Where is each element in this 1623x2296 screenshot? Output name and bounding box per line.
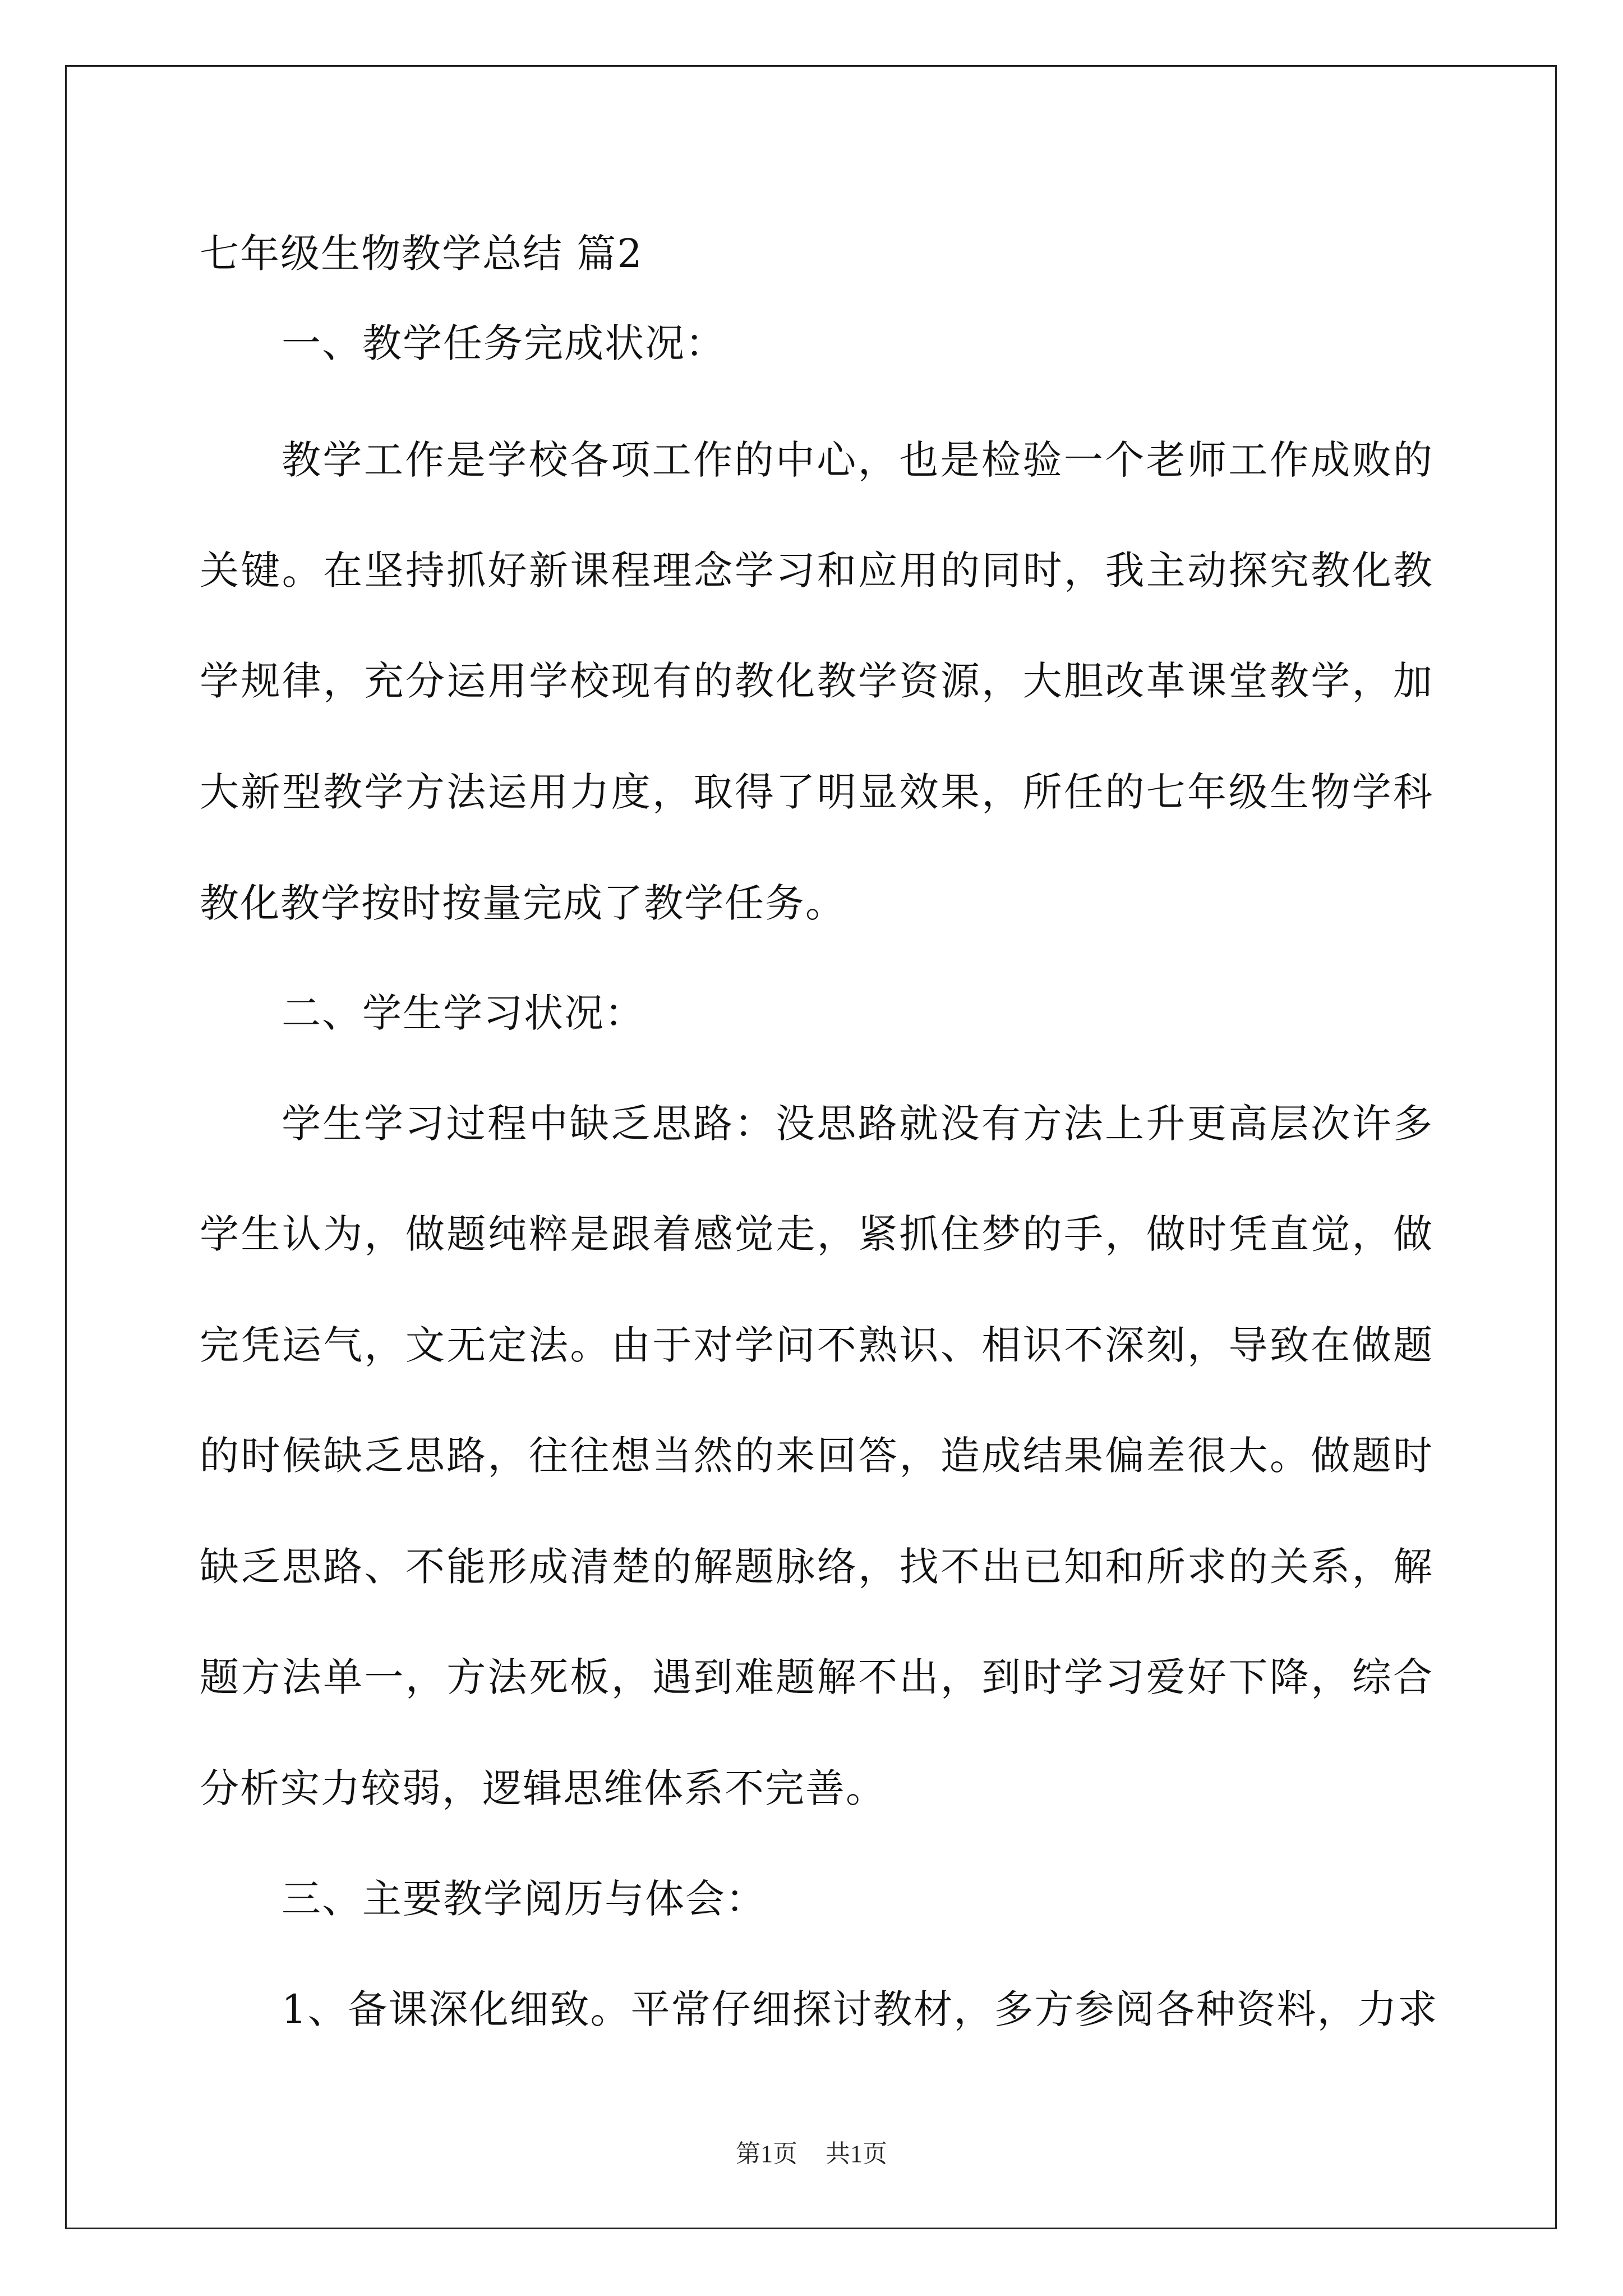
paragraph-line: 的时候缺乏思路，往往想当然的来回答，造成结果偏差很大。做题时	[200, 1433, 1433, 1479]
paragraph-line: 关键。在坚持抓好新课程理念学习和应用的同时，我主动探究教化教	[200, 547, 1433, 593]
paragraph-line: 完凭运气，文无定法。由于对学问不熟识、相识不深刻，导致在做题	[200, 1322, 1433, 1368]
document-title: 七年级生物教学总结 篇2	[200, 231, 643, 277]
paragraph-line: 学规律，充分运用学校现有的教化教学资源，大胆改革课堂教学，加	[200, 658, 1433, 704]
section-heading-3: 三、主要教学阅历与体会：	[282, 1876, 766, 1922]
paragraph-line: 大新型教学方法运用力度，取得了明显效果，所任的七年级生物学科	[200, 769, 1433, 815]
page-footer	[0, 2137, 1623, 2171]
page-number: 第1页	[736, 2140, 797, 2168]
paragraph-line: 1、备课深化细致。平常仔细探讨教材，多方参阅各种资料，力求	[282, 1986, 1438, 2032]
paragraph-line: 学生学习过程中缺乏思路：没思路就没有方法上升更高层次许多	[282, 1101, 1433, 1147]
paragraph-line: 学生认为，做题纯粹是跟着感觉走，紧抓住梦的手，做时凭直觉，做	[200, 1211, 1433, 1257]
paragraph-line: 题方法单一，方法死板，遇到难题解不出，到时学习爱好下降，综合	[200, 1654, 1433, 1700]
paragraph-line: 缺乏思路、不能形成清楚的解题脉络，找不出已知和所求的关系，解	[200, 1544, 1433, 1590]
paragraph-line: 分析实力较弱，逻辑思维体系不完善。	[200, 1765, 886, 1811]
section-heading-1: 一、教学任务完成状况：	[282, 320, 726, 366]
paragraph-line: 教化教学按时按量完成了教学任务。	[200, 880, 846, 926]
page-total: 共1页	[826, 2140, 887, 2168]
paragraph-line: 教学工作是学校各项工作的中心，也是检验一个老师工作成败的	[282, 437, 1433, 483]
section-heading-2: 二、学生学习状况：	[282, 990, 645, 1036]
